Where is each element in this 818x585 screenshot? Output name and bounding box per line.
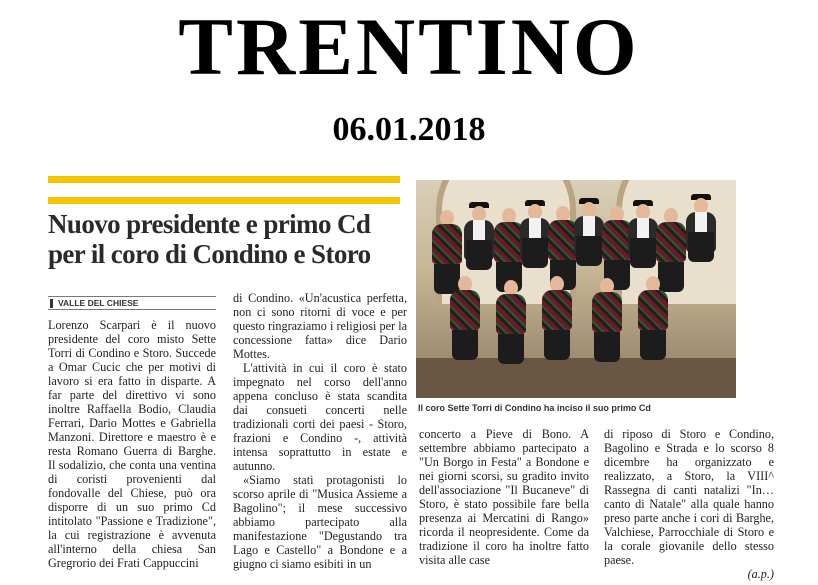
accent-bar-top <box>48 176 400 183</box>
article-column-3 <box>419 427 589 567</box>
choir-member <box>686 194 716 262</box>
choir-member <box>542 276 572 360</box>
publication-date: 06.01.2018 <box>332 111 486 148</box>
choir-member <box>496 280 526 364</box>
article-column-1 <box>48 318 216 570</box>
newspaper-masthead: TRENTINO <box>178 1 640 92</box>
column-1-text: Lorenzo Scarpari è il nuovo presidente del coro misto Sette Torri di Condino e Storo. Succede a Omar Cucic che per motivi di lavoro si era fatto in disparte. A far parte del direttivo vi sono inoltre Raffaella Bodio, Claudia Ferrari, Dario Mottes e Gabriella Manzoni. Direttore e maestro è e resta Romano Guerra di Barghe. Il sodalizio, che conta una ventina di coristi provenienti dal fondovalle del Chiese, può ora disporre di un suo primo Cd intitolato "Passione e Tradizione", la cui registrazione è avvenuta all'interno della chiesa San Gregrorio dei Frati Cappuccini <box>48 318 216 570</box>
choir-member <box>628 200 658 268</box>
column-2-paragraph-1: di Condino. «Un'acustica perfetta, non ci sono ritorni di voce e per questo ringraziamo i religiosi per la concessione fatta» dice Dario Mottes. <box>233 291 407 361</box>
photo-floor <box>416 358 736 398</box>
choir-member <box>520 200 550 268</box>
choir-member <box>450 276 480 360</box>
column-4-text: di riposo di Storo e Condino, Bagolino e Strada e lo scorso 8 dicembre ha organizzato e realizzato, a Storo, la VIII^ Rassegna di canti natalizi "In…canto di Natale" alla quale hanno preso parte anche i cori di Barghe, Valchiese, Parrocchiale di Storo e la corale giovanile dello stesso paese. <box>604 427 774 567</box>
headline-line-2: per il coro di Condino e Storo <box>48 239 371 269</box>
author-signature: (a.p.) <box>747 567 774 581</box>
section-tag <box>48 296 216 310</box>
choir-member <box>592 278 622 362</box>
choir-member <box>464 202 494 270</box>
section-label: VALLE DEL CHIESE <box>58 298 139 308</box>
column-2-paragraph-3: «Siamo stati protagonisti lo scorso aprile di "Musica Assieme a Bagolino"; il mese successivo abbiamo partecipato alla manifestazione "Degustando tra Lago e Castello" a Bondone e a giugno ci siamo esibiti in un <box>233 473 407 571</box>
choir-member <box>638 276 668 360</box>
accent-bar-bottom <box>48 197 400 204</box>
choir-photo <box>416 180 736 398</box>
choir-member <box>574 198 604 266</box>
article-column-2 <box>233 291 407 571</box>
article-headline <box>48 209 408 269</box>
headline-line-1: Nuovo presidente e primo Cd <box>48 209 371 239</box>
column-2-paragraph-2: L'attività in cui il coro è stato impegnato nel corso dell'anno appena concluso è stata scandita dai consueti concerti nelle tradizionali corti dei paesi - Storo, frazioni e Condino -, attività intensa soprattutto in estate e autunno. <box>233 361 407 473</box>
photo-caption: Il coro Sette Torri di Condino ha inciso il suo primo Cd <box>418 403 651 413</box>
article-column-4 <box>604 427 774 581</box>
section-marker-icon <box>50 299 53 308</box>
column-3-text: concerto a Pieve di Bono. A settembre abbiamo partecipato a "Un Borgo in Festa" a Bondone e nei giorni scorsi, su gradito invito dell'associazione "Il Bucaneve" di Storo, è stato possibile fare bella presenza ai Mercatini di Rango» ricorda il neopresidente. Come da tradizione il coro ha inoltre fatto visita alle case <box>419 427 589 567</box>
